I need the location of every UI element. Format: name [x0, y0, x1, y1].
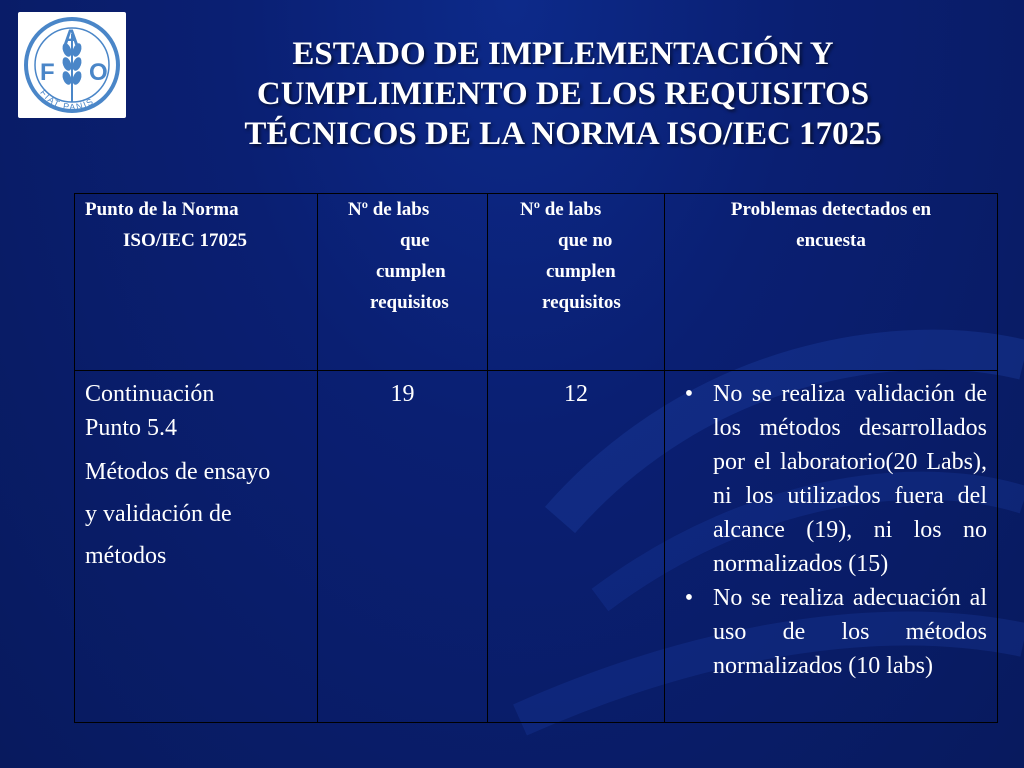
- punto-line: Métodos de ensayo: [85, 459, 271, 485]
- cell-problemas: [665, 371, 998, 723]
- svg-text:FIAT PANIS: [38, 88, 96, 113]
- header-no-cumplen: [488, 194, 665, 371]
- fao-logo: [18, 12, 126, 118]
- header-problemas: [665, 194, 998, 371]
- slide-title: [190, 34, 936, 154]
- header-line: que: [400, 230, 430, 251]
- header-punto-norma: [75, 194, 318, 371]
- punto-line: Continuación: [85, 381, 215, 407]
- bullet-icon: •: [684, 585, 694, 611]
- table-row: [75, 371, 998, 723]
- punto-line: métodos: [85, 543, 167, 569]
- problem-text: No se realiza adecuación al uso de los métodos normalizados (10 labs): [713, 585, 987, 679]
- header-line: Nº de labs: [348, 199, 430, 220]
- punto-line: y validación de: [85, 501, 232, 527]
- cell-no-cumplen: 12: [488, 371, 665, 723]
- list-item: [665, 377, 987, 581]
- header-line: Problemas detectados en: [730, 199, 932, 220]
- header-line: cumplen: [546, 261, 616, 282]
- header-line: requisitos: [542, 292, 621, 313]
- header-line: Punto de la Norma: [85, 199, 239, 220]
- header-line: requisitos: [370, 292, 449, 313]
- header-line: Nº de labs: [520, 199, 602, 220]
- table-header-row: [75, 194, 998, 371]
- punto-line: Punto 5.4: [85, 415, 178, 441]
- header-line: encuesta: [796, 230, 866, 251]
- header-line: ISO/IEC 17025: [123, 230, 248, 251]
- header-cumplen: [318, 194, 488, 371]
- title-line: TÉCNICOS DE LA NORMA ISO/IEC 17025: [244, 116, 882, 152]
- fao-emblem-icon: [18, 12, 126, 118]
- requirements-table: [74, 193, 998, 723]
- title-line: CUMPLIMIENTO DE LOS REQUISITOS: [256, 76, 870, 112]
- logo-letter-f: F: [40, 59, 55, 86]
- bullet-icon: •: [684, 381, 694, 407]
- title-line: ESTADO DE IMPLEMENTACIÓN Y: [292, 36, 834, 72]
- header-line: que no: [558, 230, 613, 251]
- logo-motto: FIAT PANIS: [38, 87, 96, 113]
- header-line: cumplen: [376, 261, 446, 282]
- cell-cumplen: 19: [318, 371, 488, 723]
- logo-letter-o: O: [89, 59, 108, 86]
- problem-text: No se realiza validación de los métodos desarrollados por el laboratorio(20 Labs), ni los utilizados fuera del alcance (19), ni los no normalizados (15): [713, 381, 987, 577]
- logo-letter-a: A: [63, 25, 79, 50]
- problems-list: [665, 371, 997, 683]
- list-item: [665, 581, 987, 683]
- cell-punto: [75, 371, 318, 723]
